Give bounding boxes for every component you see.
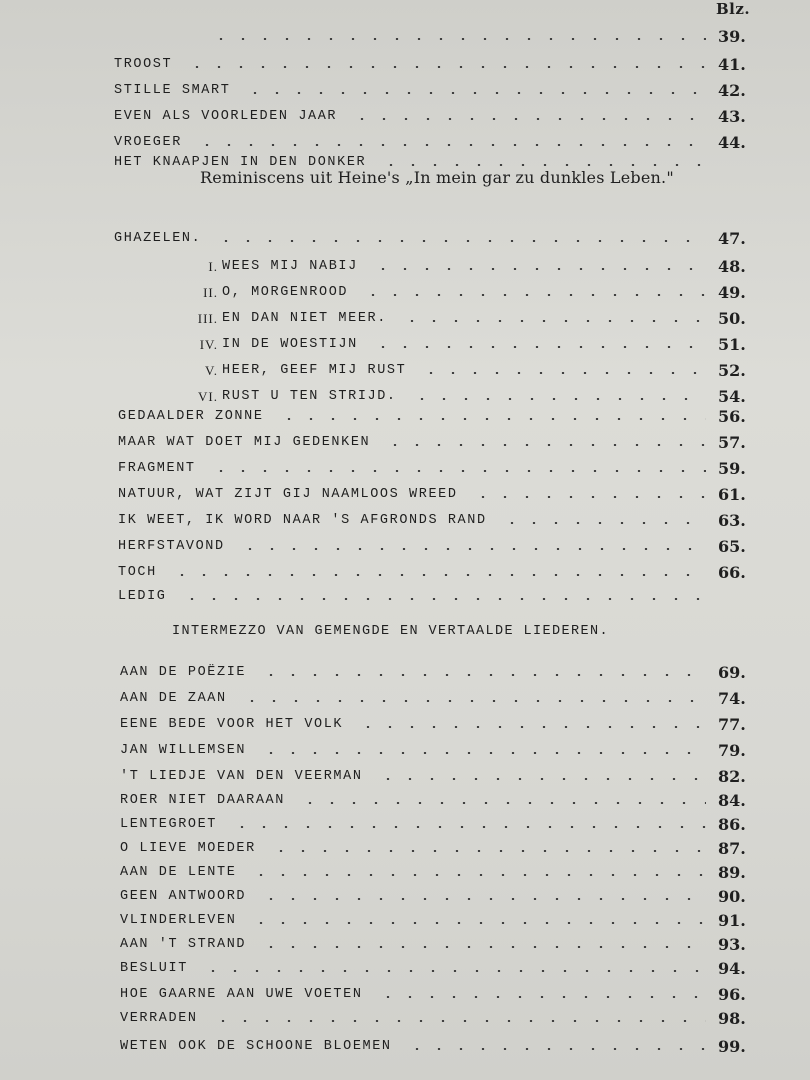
toc-entry — [0, 482, 810, 508]
entry-numeral: IV. — [199, 337, 218, 352]
toc-entry — [0, 884, 810, 910]
toc-entry — [0, 104, 810, 130]
entry-title: GEDAALDER ZONNE — [118, 409, 264, 424]
entry-title: VROEGER — [114, 135, 182, 150]
toc-entry — [0, 78, 810, 104]
toc-entry — [0, 456, 810, 482]
dot-leader — [260, 946, 706, 948]
toc-entry — [0, 584, 810, 610]
entry-page-number: 44. — [718, 133, 746, 152]
entry-page-number: 42. — [718, 81, 746, 100]
dot-leader — [270, 850, 706, 852]
dot-leader — [260, 752, 706, 754]
entry-title: IK WEET, IK WORD NAAR 'S AFGRONDS RAND — [118, 513, 487, 528]
toc-entry — [0, 788, 810, 814]
entry-page-number: 52. — [718, 361, 746, 380]
toc-entry — [0, 332, 810, 358]
dot-leader — [215, 240, 706, 242]
entry-page-number: 93. — [718, 935, 746, 954]
entry-numeral: II. — [203, 285, 218, 300]
toc-entry — [0, 956, 810, 982]
entry-page-number: 66. — [718, 563, 746, 582]
toc-entry — [0, 660, 810, 686]
entry-page-number: 49. — [718, 283, 746, 302]
entry-title: VERRADEN — [120, 1011, 198, 1026]
entry-page-number: 96. — [718, 985, 746, 1004]
entry-page-number: 65. — [718, 537, 746, 556]
entry-title: RUST U TEN STRIJD. — [222, 389, 397, 404]
toc-entry — [0, 1006, 810, 1032]
toc-entry — [0, 52, 810, 78]
entry-title: IN DE WOESTIJN — [222, 337, 358, 352]
entry-numeral: V. — [205, 363, 218, 378]
toc-entry — [0, 860, 810, 886]
toc-entry — [0, 764, 810, 790]
dot-leader — [250, 922, 706, 924]
entry-title: HERFSTAVOND — [118, 539, 225, 554]
entry-subtitle: Reminiscens uit Heine's „In mein gar zu dunkles Leben." — [200, 168, 674, 187]
dot-leader — [241, 700, 706, 702]
entry-title: VLINDERLEVEN — [120, 913, 237, 928]
entry-page-number: 56. — [718, 407, 746, 426]
entry-page-number: 47. — [718, 229, 746, 248]
entry-title: ROER NIET DAARAAN — [120, 793, 285, 808]
dot-leader — [372, 268, 706, 270]
entry-page-number: 98. — [718, 1009, 746, 1028]
dot-leader — [186, 66, 706, 68]
entry-page-number: 90. — [718, 887, 746, 906]
entry-title: TROOST — [114, 57, 173, 72]
entry-page-number: 82. — [718, 767, 746, 786]
dot-leader — [372, 346, 706, 348]
entry-title: HET KNAAPJEN IN DEN DONKER — [114, 155, 367, 170]
entry-title: JAN WILLEMSEN — [120, 743, 247, 758]
entry-page-number: 77. — [718, 715, 746, 734]
toc-entry — [0, 226, 810, 252]
entry-page-number: 89. — [718, 863, 746, 882]
entry-title: LENTEGROET — [120, 817, 218, 832]
dot-leader — [181, 598, 706, 600]
entry-title: MAAR WAT DOET MIJ GEDENKEN — [118, 435, 371, 450]
entry-title: TOCH — [118, 565, 157, 580]
toc-entry — [0, 812, 810, 838]
entry-page-number: 50. — [718, 309, 746, 328]
entry-title: AAN DE LENTE — [120, 865, 237, 880]
dot-leader — [351, 118, 706, 120]
toc-entry — [0, 712, 810, 738]
dot-leader — [501, 522, 706, 524]
entry-page-number: 86. — [718, 815, 746, 834]
entry-page-number: 51. — [718, 335, 746, 354]
entry-page-number: 61. — [718, 485, 746, 504]
entry-title: 'T LIEDJE VAN DEN VEERMAN — [120, 769, 363, 784]
entry-title: AAN DE ZAAN — [120, 691, 227, 706]
entry-page-number: 63. — [718, 511, 746, 530]
dot-leader — [210, 38, 706, 40]
dot-leader — [380, 164, 706, 166]
entry-numeral: VI. — [198, 389, 218, 404]
entry-page-number: 79. — [718, 741, 746, 760]
toc-entry — [0, 836, 810, 862]
dot-leader — [196, 144, 706, 146]
entry-title: EN DAN NIET MEER. — [222, 311, 387, 326]
toc-entry — [0, 560, 810, 586]
entry-page-number: 57. — [718, 433, 746, 452]
dot-leader — [472, 496, 706, 498]
dot-leader — [171, 574, 706, 576]
entry-title: LEDIG — [118, 589, 167, 604]
entry-numeral: I. — [208, 259, 218, 274]
entry-numeral: III. — [197, 311, 218, 326]
entry-title: EENE BEDE VOOR HET VOLK — [120, 717, 344, 732]
dot-leader — [377, 778, 706, 780]
entry-title: HEER, GEEF MIJ RUST — [222, 363, 407, 378]
toc-entry — [0, 738, 810, 764]
entry-page-number: 59. — [718, 459, 746, 478]
dot-leader — [299, 802, 706, 804]
entry-title: EVEN ALS VOORLEDEN JAAR — [114, 109, 338, 124]
entry-title: GEEN ANTWOORD — [120, 889, 247, 904]
entry-title: FRAGMENT — [118, 461, 196, 476]
entry-title: WEES MIJ NABIJ — [222, 259, 358, 274]
dot-leader — [260, 674, 706, 676]
entry-page-number: 91. — [718, 911, 746, 930]
entry-title: NATUUR, WAT ZIJT GIJ NAAMLOOS WREED — [118, 487, 458, 502]
dot-leader — [212, 1020, 706, 1022]
entry-title: AAN DE POËZIE — [120, 665, 247, 680]
entry-page-number: 84. — [718, 791, 746, 810]
dot-leader — [411, 398, 706, 400]
section-heading: INTERMEZZO VAN GEMENGDE EN VERTAALDE LIEDEREN. — [172, 624, 610, 639]
dot-leader — [250, 874, 706, 876]
page-column-header: Blz. — [716, 0, 751, 18]
dot-leader — [377, 996, 706, 998]
dot-leader — [420, 372, 706, 374]
toc-entry — [0, 358, 810, 384]
dot-leader — [202, 970, 706, 972]
entry-page-number: 99. — [718, 1037, 746, 1056]
dot-leader — [384, 444, 706, 446]
dot-leader — [362, 294, 706, 296]
dot-leader — [278, 418, 706, 420]
dot-leader — [357, 726, 706, 728]
toc-entry — [0, 932, 810, 958]
dot-leader — [231, 826, 706, 828]
toc-entry — [0, 508, 810, 534]
entry-page-number: 43. — [718, 107, 746, 126]
toc-entry — [0, 534, 810, 560]
entry-title: BESLUIT — [120, 961, 188, 976]
entry-page-number: 41. — [718, 55, 746, 74]
toc-entry — [0, 254, 810, 280]
entry-title: AAN 'T STRAND — [120, 937, 247, 952]
toc-entry — [0, 908, 810, 934]
entry-page-number: 54. — [718, 387, 746, 406]
toc-entry — [0, 1034, 810, 1060]
toc-entry — [0, 24, 810, 50]
entry-title: WETEN OOK DE SCHOONE BLOEMEN — [120, 1039, 392, 1054]
dot-leader — [244, 92, 706, 94]
entry-page-number: 48. — [718, 257, 746, 276]
entry-title: O LIEVE MOEDER — [120, 841, 256, 856]
entry-title: HOE GAARNE AAN UWE VOETEN — [120, 987, 363, 1002]
dot-leader — [239, 548, 706, 550]
toc-entry — [0, 982, 810, 1008]
toc-entry — [0, 306, 810, 332]
dot-leader — [401, 320, 706, 322]
toc-entry — [0, 404, 810, 430]
dot-leader — [210, 470, 706, 472]
toc-entry — [0, 430, 810, 456]
entry-page-number: 74. — [718, 689, 746, 708]
entry-page-number: 69. — [718, 663, 746, 682]
entry-page-number: 87. — [718, 839, 746, 858]
entry-title: STILLE SMART — [114, 83, 231, 98]
entry-page-number: 94. — [718, 959, 746, 978]
toc-entry — [0, 686, 810, 712]
dot-leader — [260, 898, 706, 900]
toc-entry — [0, 280, 810, 306]
entry-page-number: 39. — [718, 27, 746, 46]
dot-leader — [406, 1048, 706, 1050]
entry-title: GHAZELEN. — [114, 231, 202, 246]
entry-title: O, MORGENROOD — [222, 285, 349, 300]
